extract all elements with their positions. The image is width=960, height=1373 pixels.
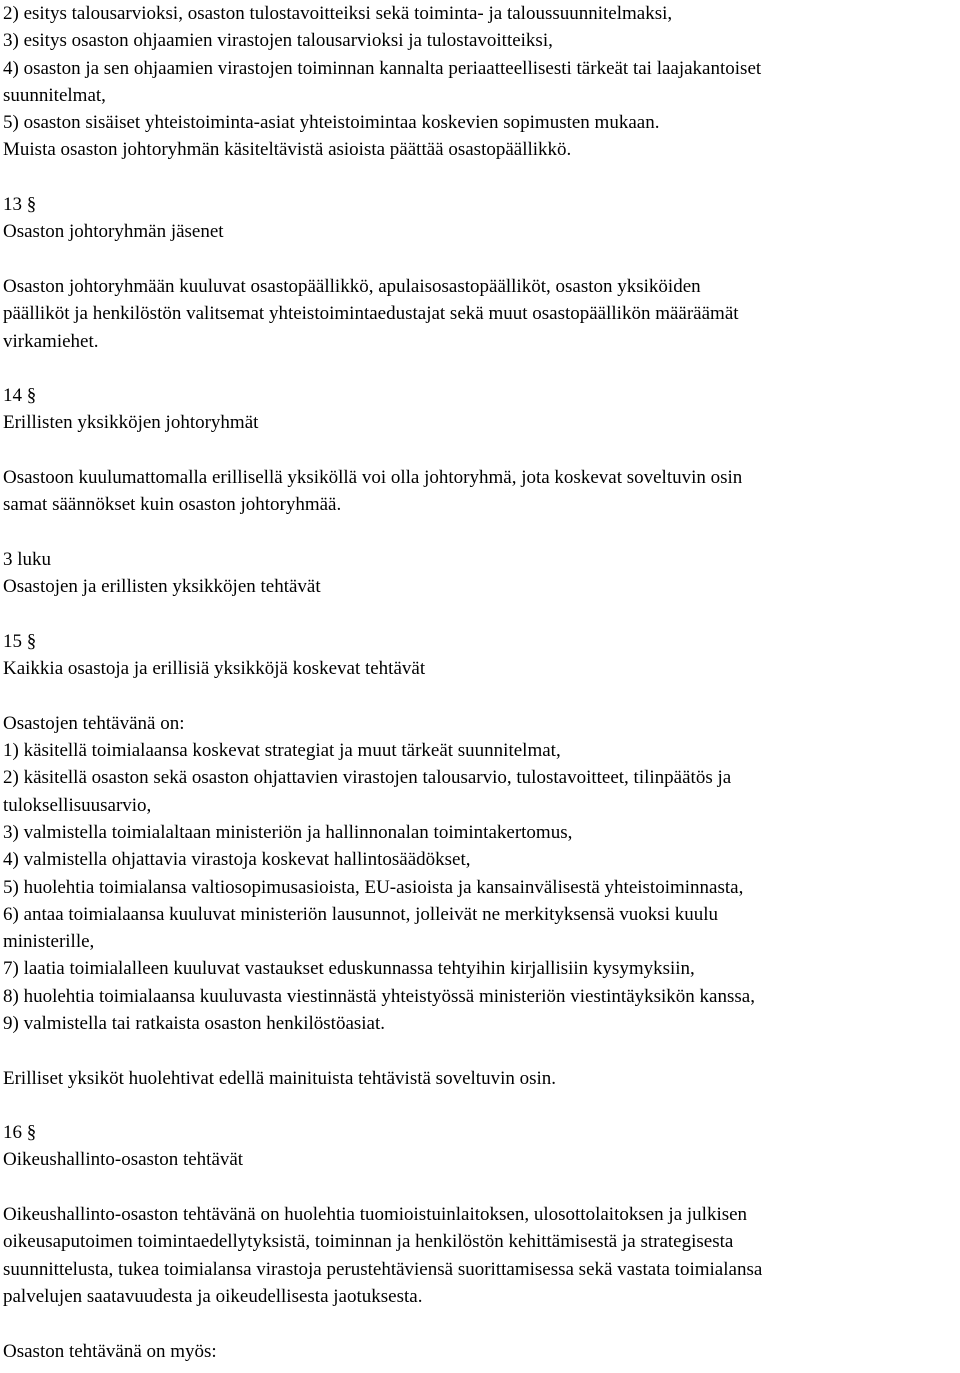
section-14	[3, 382, 958, 518]
paragraph-line: suunnittelusta, tukea toimialansa virastoja perustehtäviensä suorittamisessa sekä vastata toimialansa	[3, 1258, 763, 1280]
spacer	[3, 1310, 958, 1337]
spacer	[3, 601, 958, 628]
paragraph-line: Erilliset yksiköt huolehtivat edellä mainituista tehtävistä soveltuvin osin.	[3, 1067, 557, 1089]
list-item: 4) osaston ja sen ohjaamien virastojen toiminnan kannalta periaatteellisesti tärkeät tai laajakantoiset	[3, 57, 762, 79]
paragraph-line: Osaston johtoryhmään kuuluvat osastopäällikkö, apulaisosastopäälliköt, osaston yksiköiden	[3, 275, 701, 297]
paragraph-line: Osaston tehtävänä on myös:	[3, 1340, 217, 1362]
list-item: 9) valmistella tai ratkaista osaston henkilöstöasiat.	[3, 1012, 386, 1034]
list-item: 4) valmistella ohjattavia virastoja koskevat hallintosäädökset,	[3, 849, 471, 871]
document-page	[3, 0, 958, 1365]
spacer	[3, 246, 958, 273]
list-item: 6) antaa toimialaansa kuuluvat ministeriön lausunnot, jolleivät ne merkityksensä vuoksi kuulu	[3, 903, 718, 925]
section-13	[3, 191, 958, 355]
spacer	[3, 164, 958, 191]
list-item: 7) laatia toimialalleen kuuluvat vastaukset eduskunnassa tehtyihin kirjallisiin kysymyksiin,	[3, 958, 695, 980]
list-item: 5) osaston sisäiset yhteistoiminta-asiat yhteistoimintaa koskevien sopimusten mukaan.	[3, 112, 660, 134]
spacer	[3, 355, 958, 382]
spacer	[3, 1092, 958, 1119]
paragraph-line: palvelujen saatavuudesta ja oikeudellisesta jaotuksesta.	[3, 1285, 423, 1307]
list-item: 3) esitys osaston ohjaamien virastojen talousarvioksi ja tulostavoitteiksi,	[3, 30, 553, 52]
section-16	[3, 1119, 958, 1365]
spacer	[3, 1174, 958, 1201]
list-item: 1) käsitellä toimialaansa koskevat strategiat ja muut tärkeät suunnitelmat,	[3, 740, 561, 762]
spacer	[3, 1037, 958, 1064]
paragraph-line: oikeusaputoimen toimintaedellytyksistä, toiminnan ja henkilöstön kehittämisestä ja strategisesta	[3, 1231, 734, 1253]
chapter-3	[3, 546, 958, 601]
paragraph-line: samat säännökset kuin osaston johtoryhmää.	[3, 494, 342, 516]
list-item: 2) esitys talousarvioksi, osaston tulostavoitteiksi sekä toiminta- ja taloussuunnitelmaksi,	[3, 3, 673, 24]
list-item: suunnitelmat,	[3, 84, 106, 106]
section-number: 14 §	[3, 385, 37, 407]
spacer	[3, 682, 958, 709]
intro-list	[3, 0, 958, 164]
list-item: 8) huolehtia toimialaansa kuuluvasta viestinnästä yhteistyössä ministeriön viestintäyksikön kanssa,	[3, 985, 755, 1007]
section-number: 16 §	[3, 1122, 37, 1144]
chapter-title: Osastojen ja erillisten yksikköjen tehtävät	[3, 576, 321, 598]
list-intro: Osastojen tehtävänä on:	[3, 712, 185, 734]
list-item: 3) valmistella toimialaltaan ministeriön ja hallinnonalan toimintakertomus,	[3, 821, 573, 843]
list-item: ministerille,	[3, 931, 95, 953]
list-item: 2) käsitellä osaston sekä osaston ohjattavien virastojen talousarvio, tulostavoitteet, tilinpäätös ja	[3, 767, 732, 789]
section-number: 13 §	[3, 194, 37, 216]
paragraph-line: Osastoon kuulumattomalla erillisellä yksiköllä voi olla johtoryhmä, jota koskevat soveltuvin osin	[3, 467, 743, 489]
paragraph-line: Muista osaston johtoryhmän käsiteltävistä asioista päättää osastopäällikkö.	[3, 139, 572, 161]
section-15	[3, 628, 958, 1092]
section-title: Oikeushallinto-osaston tehtävät	[3, 1149, 244, 1171]
paragraph-line: Oikeushallinto-osaston tehtävänä on huolehtia tuomioistuinlaitoksen, ulosottolaitoksen ja julkisen	[3, 1204, 748, 1226]
spacer	[3, 437, 958, 464]
spacer	[3, 519, 958, 546]
section-title: Erillisten yksikköjen johtoryhmät	[3, 412, 259, 434]
paragraph-line: päälliköt ja henkilöstön valitsemat yhteistoimintaedustajat sekä muut osastopäällikön määräämät	[3, 303, 739, 325]
paragraph-line: virkamiehet.	[3, 330, 99, 352]
section-title: Kaikkia osastoja ja erillisiä yksikköjä koskevat tehtävät	[3, 658, 426, 680]
section-number: 15 §	[3, 630, 37, 652]
list-item: 5) huolehtia toimialansa valtiosopimusasioista, EU-asioista ja kansainvälisestä yhteistoiminnasta,	[3, 876, 744, 898]
list-item: tuloksellisuusarvio,	[3, 794, 152, 816]
section-title: Osaston johtoryhmän jäsenet	[3, 221, 224, 243]
chapter-number: 3 luku	[3, 548, 52, 570]
